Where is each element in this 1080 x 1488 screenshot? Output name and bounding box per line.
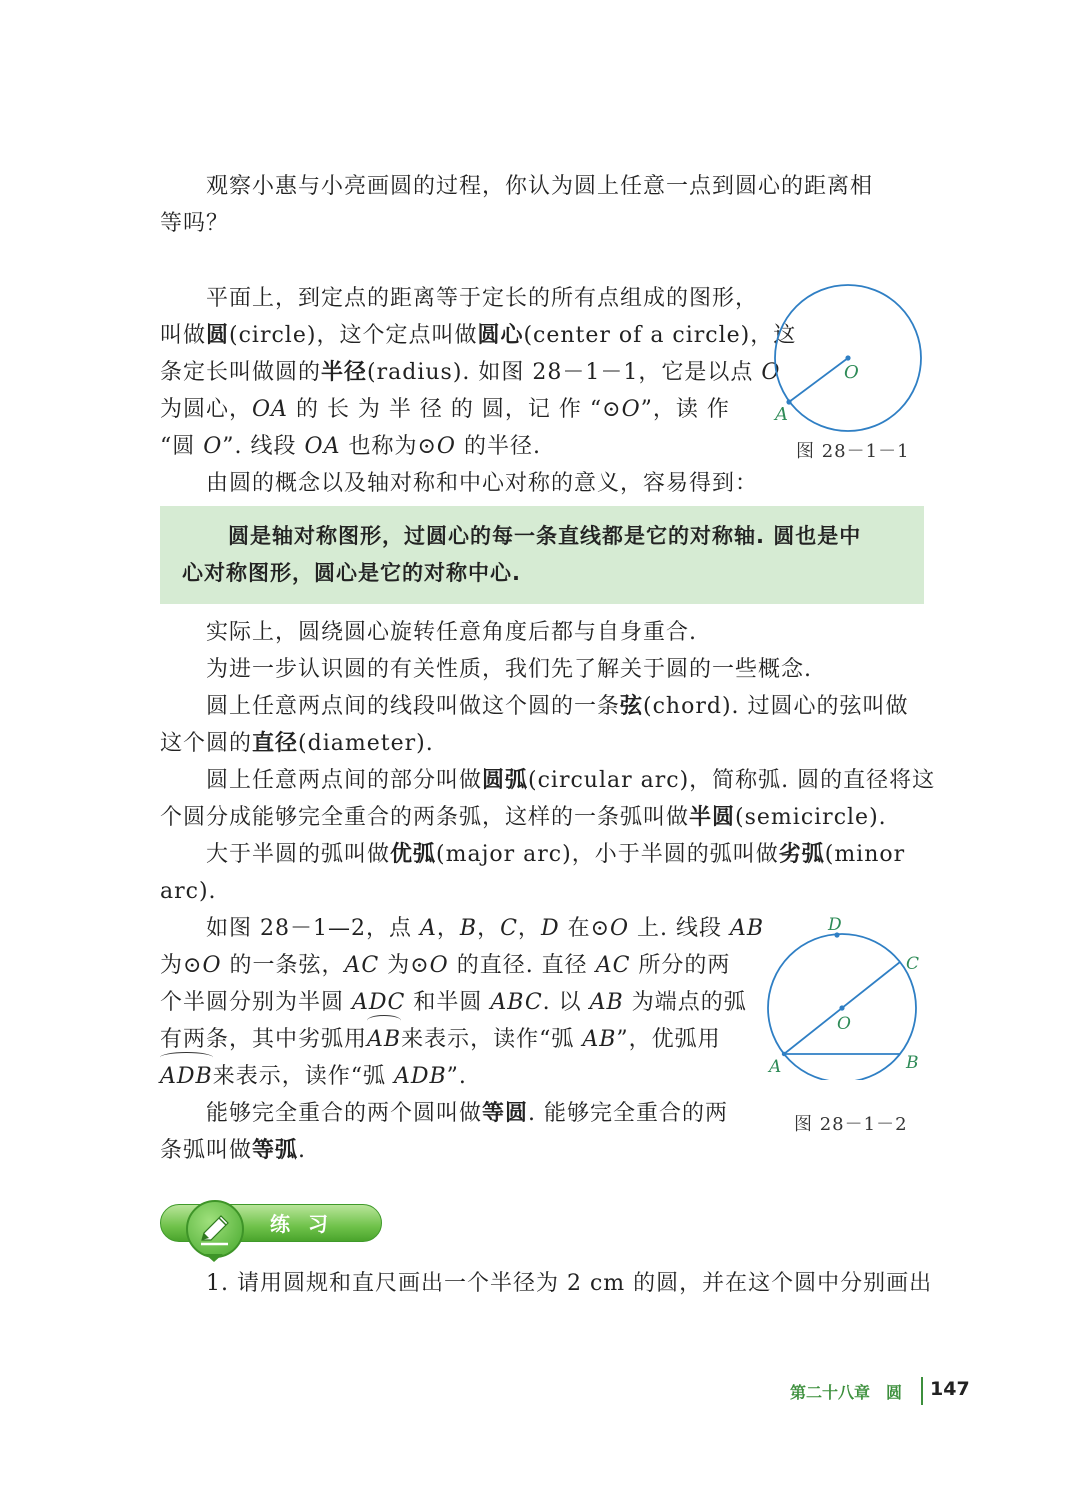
term-diameter: 直径 [252, 731, 299, 756]
fig1-radius-oa [789, 358, 848, 402]
intro-line-1: 观察小惠与小亮画圆的过程，你认为圆上任意一点到圆心的距离相 [206, 174, 874, 199]
body-p3-line-1: 圆上任意两点间的线段叫做这个圆的一条弦(chord). 过圆心的弦叫做 [206, 694, 909, 719]
exercise-badge-circle [186, 1200, 244, 1258]
figure-28-1-2 [760, 910, 935, 1080]
exercise-badge-label: 练习 [270, 1212, 346, 1236]
body-p5-line-1: 大于半圆的弧叫做优弧(major arc)，小于半圆的弧叫做劣弧(minor [206, 842, 906, 867]
fig2-para-line-2: 为⊙O 的一条弦，AC 为⊙O 的直径. 直径 AC 所分的两 [160, 953, 731, 978]
theorem-box [160, 506, 924, 604]
fig1-label-o: O [844, 362, 859, 383]
def-line-6: 由圆的概念以及轴对称和中心对称的意义，容易得到： [206, 471, 759, 496]
body-p5-line-2: arc). [160, 879, 217, 904]
fig2-label-c: C [906, 954, 920, 974]
body-p3-line-2: 这个圆的直径(diameter). [160, 731, 434, 756]
fig1-center-dot [845, 355, 850, 360]
fig2-label-b: B [906, 1053, 919, 1073]
term-major-arc: 优弧 [390, 842, 437, 867]
fig2-para-line-4: 有两条，其中劣弧用AB来表示，读作“弧 AB”，优弧用 [160, 1021, 721, 1058]
def-line-3: 条定长叫做圆的半径(radius). 如图 28－1－1，它是以点 O [160, 360, 781, 385]
theorem-line-2: 心对称图形，圆心是它的对称中心. [182, 561, 521, 585]
term-circle: 圆 [206, 323, 230, 348]
fig2-para-line-5: ADB来表示，读作“弧 ADB”. [160, 1058, 467, 1095]
exercise-badge [160, 1200, 382, 1256]
body-p4-line-1: 圆上任意两点间的部分叫做圆弧(circular arc)，简称弧. 圆的直径将这 [206, 768, 936, 793]
fig2-para-line-1: 如图 28－1—2，点 A，B，C，D 在⊙O 上. 线段 AB [206, 916, 765, 941]
term-minor-arc: 劣弧 [778, 842, 825, 867]
theorem-line-1: 圆是轴对称图形，过圆心的每一条直线都是它的对称轴. 圆也是中 [228, 524, 862, 548]
term-arc: 圆弧 [482, 768, 529, 793]
term-semicircle: 半圆 [689, 805, 736, 830]
fig1-label-a: A [775, 404, 788, 425]
footer-divider [921, 1377, 923, 1405]
figure-28-1-1-caption: 图 28－1－1 [796, 441, 910, 462]
fig2-para-line-6: 能够完全重合的两个圆叫做等圆. 能够完全重合的两 [206, 1101, 729, 1126]
fig2-para-line-7: 条弧叫做等弧. [160, 1138, 307, 1163]
fig2-label-d: D [828, 915, 842, 935]
def-line-2: 叫做圆(circle)，这个定点叫做圆心(center of a circle)，这 [160, 323, 797, 348]
intro-line-2: 等吗？ [160, 211, 230, 236]
exercise-question-1: 1. 请用圆规和直尺画出一个半径为 2 cm 的圆，并在这个圆中分别画出 [206, 1271, 933, 1296]
fig2-label-o: O [837, 1014, 851, 1034]
term-equal-arcs: 等弧 [252, 1138, 299, 1163]
fig2-para-line-3: 个半圆分别为半圆 ADC 和半圆 ABC. 以 AB 为端点的弧 [160, 990, 747, 1015]
def-line-5: “圆 O”. 线段 OA 也称为⊙O 的半径. [160, 434, 541, 459]
arc-ab-notation: AB [367, 1021, 401, 1058]
term-chord: 弦 [620, 694, 644, 719]
arc-adb-notation: ADB [160, 1058, 213, 1095]
body-p4-line-2: 个圆分成能够完全重合的两条弧，这样的一条弧叫做半圆(semicircle). [160, 805, 887, 830]
body-p2: 为进一步认识圆的有关性质，我们先了解关于圆的一些概念. [206, 657, 812, 682]
figure-28-1-2-caption: 图 28－1－2 [794, 1114, 908, 1135]
pencil-icon [188, 1202, 242, 1256]
term-center: 圆心 [477, 323, 524, 348]
fig2-point-a-dot [782, 1052, 786, 1056]
footer-chapter: 第二十八章 圆 [790, 1383, 903, 1402]
def-line-4: 为圆心，OA 的 长 为 半 径 的 圆，记 作 “⊙O”，读 作 [160, 397, 730, 422]
exercise-badge-pointer [205, 1254, 223, 1262]
body-p1: 实际上，圆绕圆心旋转任意角度后都与自身重合. [206, 620, 697, 645]
figure-28-1-1 [768, 282, 928, 432]
term-radius: 半径 [321, 360, 368, 385]
term-equal-circles: 等圆 [482, 1101, 529, 1126]
page-number: 147 [930, 1378, 970, 1400]
def-line-1: 平面上，到定点的距离等于定长的所有点组成的图形， [206, 286, 759, 311]
fig2-center-dot [839, 1005, 844, 1010]
fig2-label-a: A [769, 1057, 782, 1077]
